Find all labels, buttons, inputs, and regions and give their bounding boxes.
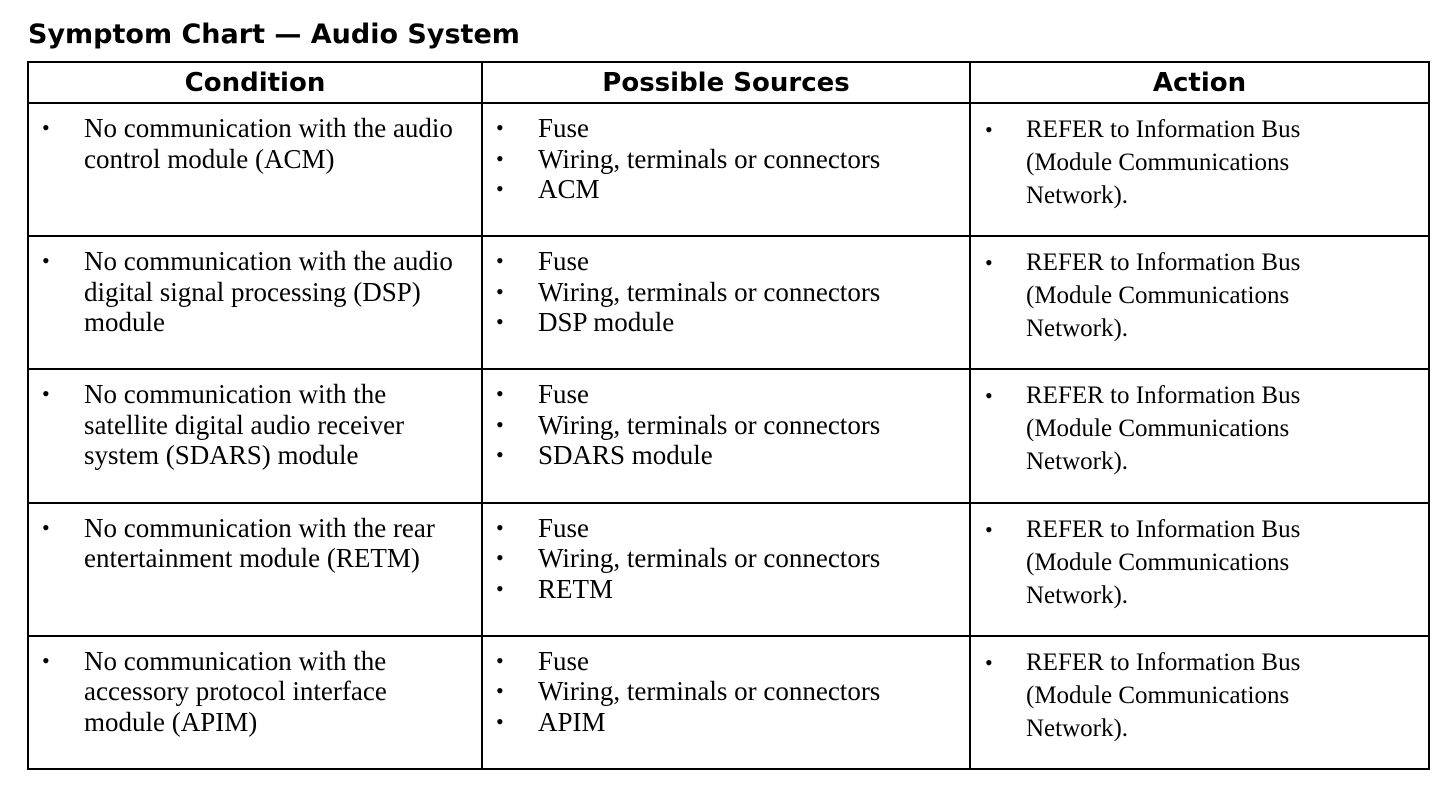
source-text: Fuse bbox=[538, 246, 590, 277]
action-text: REFER to Information Bus (Module Communications Network). bbox=[1026, 648, 1301, 742]
table-row bbox=[28, 103, 1429, 236]
source-item bbox=[483, 246, 969, 277]
source-item bbox=[483, 574, 969, 605]
action-list bbox=[971, 113, 1428, 212]
source-item bbox=[483, 174, 969, 205]
condition-item bbox=[29, 646, 481, 738]
table-row bbox=[28, 636, 1429, 769]
bullet-icon: • bbox=[496, 309, 504, 335]
bullet-icon: • bbox=[496, 545, 504, 571]
bullet-icon: • bbox=[496, 176, 504, 201]
possible-sources-cell bbox=[482, 503, 970, 636]
condition-list bbox=[29, 513, 481, 574]
source-text: Wiring, terminals or connectors bbox=[538, 276, 881, 307]
symptom-chart-table bbox=[27, 61, 1430, 770]
action-item bbox=[971, 113, 1428, 212]
condition-list bbox=[29, 113, 481, 174]
action-item bbox=[971, 246, 1428, 345]
bullet-icon: • bbox=[496, 115, 504, 140]
source-item bbox=[483, 144, 969, 175]
action-text: REFER to Information Bus (Module Communications Network). bbox=[1026, 249, 1301, 343]
source-item bbox=[483, 379, 969, 410]
action-cell bbox=[970, 103, 1429, 236]
source-text: Wiring, terminals or connectors bbox=[538, 409, 881, 440]
bullet-icon: • bbox=[985, 516, 993, 542]
bullet-icon: • bbox=[496, 278, 504, 304]
sources-list bbox=[483, 246, 969, 338]
source-item bbox=[483, 646, 969, 677]
action-cell bbox=[970, 369, 1429, 502]
bullet-icon: • bbox=[42, 514, 50, 540]
action-list bbox=[971, 246, 1428, 345]
source-item bbox=[483, 707, 969, 738]
table-header-row bbox=[28, 62, 1429, 103]
bullet-icon: • bbox=[985, 117, 993, 142]
bullet-icon: • bbox=[985, 250, 993, 276]
bullet-icon: • bbox=[496, 411, 504, 437]
source-text: Wiring, terminals or connectors bbox=[538, 543, 881, 574]
possible-sources-cell bbox=[482, 369, 970, 502]
action-list bbox=[971, 513, 1428, 612]
source-text: APIM bbox=[538, 706, 606, 737]
sources-list bbox=[483, 646, 969, 738]
source-text: ACM bbox=[538, 174, 600, 204]
action-column-header: Action bbox=[970, 62, 1429, 103]
condition-list bbox=[29, 246, 481, 338]
sources-list bbox=[483, 379, 969, 471]
bullet-icon: • bbox=[496, 248, 504, 274]
bullet-icon: • bbox=[496, 145, 504, 171]
condition-cell bbox=[28, 236, 482, 369]
action-cell bbox=[970, 636, 1429, 769]
table-row bbox=[28, 503, 1429, 636]
possible-sources-cell bbox=[482, 103, 970, 236]
source-item bbox=[483, 277, 969, 308]
condition-text: No communication with the audio control module (ACM) bbox=[84, 113, 453, 174]
action-cell bbox=[970, 503, 1429, 636]
bullet-icon: • bbox=[42, 647, 50, 673]
source-text: DSP module bbox=[538, 307, 675, 338]
bullet-icon: • bbox=[985, 649, 993, 675]
source-item bbox=[483, 543, 969, 574]
possible-sources-cell bbox=[482, 236, 970, 369]
action-list bbox=[971, 646, 1428, 745]
page-title: Symptom Chart — Audio System bbox=[28, 19, 520, 50]
action-item bbox=[971, 379, 1428, 478]
condition-list bbox=[29, 646, 481, 738]
source-text: SDARS module bbox=[538, 440, 713, 471]
condition-item bbox=[29, 513, 481, 574]
bullet-icon: • bbox=[42, 248, 50, 274]
source-text: Fuse bbox=[538, 379, 590, 410]
condition-text: No communication with the satellite digital audio receiver system (SDARS) module bbox=[84, 379, 405, 471]
source-item bbox=[483, 307, 969, 338]
condition-cell bbox=[28, 503, 482, 636]
source-item bbox=[483, 676, 969, 707]
source-item bbox=[483, 113, 969, 144]
condition-item bbox=[29, 113, 481, 174]
sources-list bbox=[483, 513, 969, 605]
source-text: Fuse bbox=[538, 113, 590, 143]
bullet-icon: • bbox=[496, 381, 504, 407]
bullet-icon: • bbox=[496, 575, 504, 601]
condition-column-header: Condition bbox=[28, 62, 482, 103]
action-text: REFER to Information Bus (Module Communications Network). bbox=[1026, 116, 1301, 209]
source-text: RETM bbox=[538, 573, 614, 604]
action-text: REFER to Information Bus (Module Communications Network). bbox=[1026, 382, 1301, 476]
action-list bbox=[971, 379, 1428, 478]
action-text: REFER to Information Bus (Module Communications Network). bbox=[1026, 515, 1301, 609]
source-text: Fuse bbox=[538, 512, 590, 543]
action-cell bbox=[970, 236, 1429, 369]
bullet-icon: • bbox=[496, 442, 504, 468]
condition-item bbox=[29, 246, 481, 338]
action-item bbox=[971, 646, 1428, 745]
table-row bbox=[28, 369, 1429, 502]
condition-text: No communication with the accessory protocol interface module (APIM) bbox=[84, 645, 387, 737]
condition-list bbox=[29, 379, 481, 471]
table-row bbox=[28, 236, 1429, 369]
bullet-icon: • bbox=[496, 678, 504, 704]
source-item bbox=[483, 440, 969, 471]
possible-sources-cell bbox=[482, 636, 970, 769]
action-item bbox=[971, 513, 1428, 612]
source-text: Wiring, terminals or connectors bbox=[538, 676, 881, 707]
condition-text: No communication with the rear entertainment module (RETM) bbox=[84, 512, 435, 574]
condition-cell bbox=[28, 369, 482, 502]
condition-item bbox=[29, 379, 481, 471]
bullet-icon: • bbox=[985, 383, 993, 409]
sources-list bbox=[483, 113, 969, 205]
bullet-icon: • bbox=[496, 647, 504, 673]
possible-sources-column-header: Possible Sources bbox=[482, 62, 970, 103]
bullet-icon: • bbox=[42, 381, 50, 407]
bullet-icon: • bbox=[42, 115, 50, 140]
bullet-icon: • bbox=[496, 708, 504, 734]
source-text: Wiring, terminals or connectors bbox=[538, 143, 881, 174]
condition-cell bbox=[28, 636, 482, 769]
condition-text: No communication with the audio digital signal processing (DSP) module bbox=[84, 246, 453, 338]
table-body bbox=[28, 103, 1429, 769]
source-item bbox=[483, 410, 969, 441]
condition-cell bbox=[28, 103, 482, 236]
bullet-icon: • bbox=[496, 514, 504, 540]
source-text: Fuse bbox=[538, 645, 590, 676]
source-item bbox=[483, 513, 969, 544]
